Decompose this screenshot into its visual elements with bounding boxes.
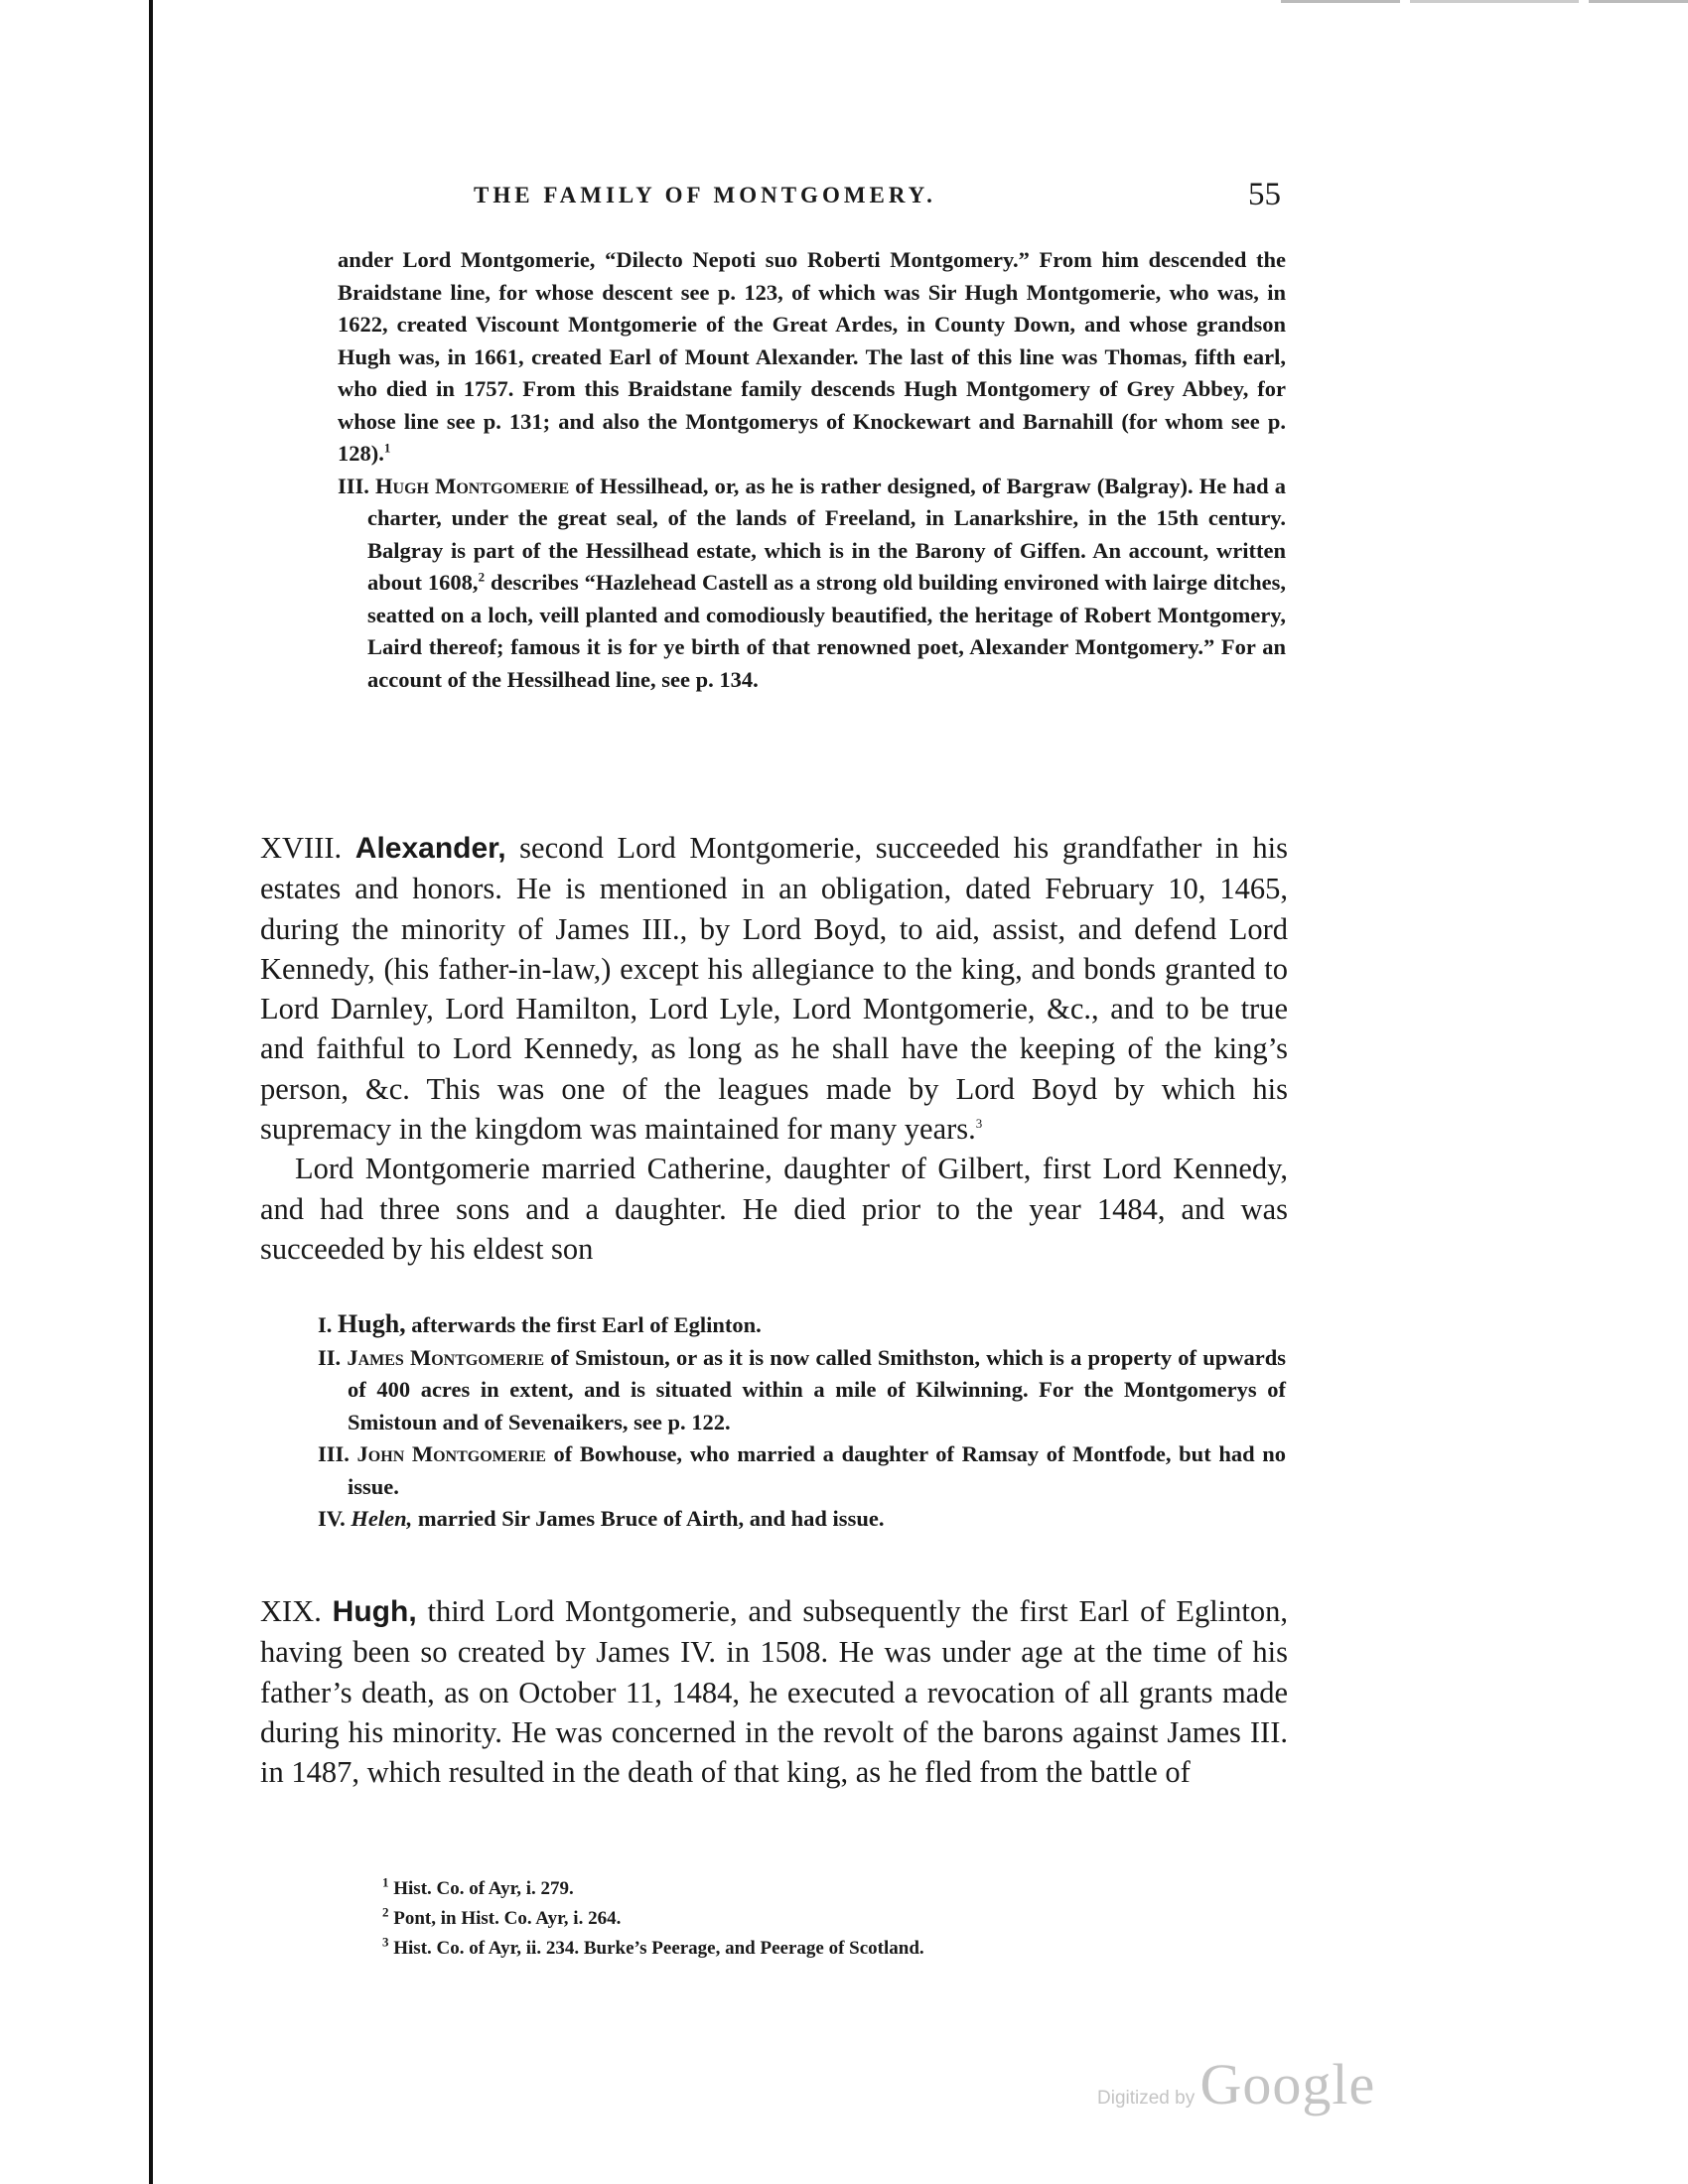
- item-text-continued: describes “Hazlehead Castell as a strong old building environed with lairge ditches, seatted on a loch, veill planted and comodiously beautified, the heritage of Robert Montgomery, Laird thereof; famous it is for ye birth of that renowned poet, Alexander Montgomery.” For an account of the Hessilhead line, see p. 134.: [367, 570, 1286, 692]
- note-paragraph: [338, 244, 1286, 471]
- footnote: [382, 1874, 1177, 1904]
- item-name: James Montgomerie: [347, 1344, 545, 1370]
- google-logo: Google: [1199, 2052, 1376, 2116]
- item-number: IV.: [318, 1506, 346, 1531]
- item-number: III.: [338, 473, 369, 498]
- note-paragraph-text: ander Lord Montgomerie, “Dilecto Nepoti suo Roberti Montgomery.” From him descended the Braidstane line, for whose descent see p. 123, of which was Sir Hugh Montgomerie, who was, in 1622, created Viscount Montgomerie of the Great Ardes, in County Down, and whose grandson Hugh was, in 1661, created Earl of Mount Alexander. The last of this line was Thomas, fifth earl, who died in 1757. From this Braidstane family descends Hugh Montgomery of Grey Abbey, for whose line see p. 131; and also the Montgomerys of Knockewart and Barnahill (for whom see p. 128).: [338, 247, 1286, 466]
- item-text: married Sir James Bruce of Airth, and had issue.: [412, 1506, 885, 1531]
- section-name: Alexander,: [354, 832, 506, 865]
- item-name: John Montgomerie: [356, 1441, 546, 1466]
- section-numeral: XVIII.: [260, 831, 343, 865]
- item-number: II.: [318, 1344, 342, 1370]
- list-item: [318, 1308, 1286, 1342]
- footnote-text: Hist. Co. of Ayr, i. 279.: [388, 1878, 574, 1899]
- page-number: 55: [1248, 177, 1281, 212]
- item-name: Hugh,: [338, 1309, 406, 1338]
- section-name: Hugh,: [332, 1595, 417, 1628]
- section-xviii-paragraph-2: Lord Montgomerie married Catherine, daughter of Gilbert, first Lord Kennedy, and had three sons and a daughter. He died prior to the year 1484, and was succeeded by his eldest son: [260, 1152, 1288, 1266]
- footnote-mark: 2: [382, 1904, 389, 1920]
- section-xix: [260, 1591, 1288, 1792]
- list-item: [318, 1342, 1286, 1439]
- footnote-ref: 2: [478, 569, 486, 585]
- children-list: [318, 1308, 1286, 1536]
- item-number: I.: [318, 1312, 333, 1337]
- footnote-ref: 3: [975, 1115, 983, 1131]
- section-xviii: [260, 828, 1288, 1269]
- item-name: Helen,: [351, 1506, 413, 1531]
- continued-note: [338, 244, 1286, 696]
- section-numeral: XIX.: [260, 1594, 322, 1628]
- footnote-mark: 3: [382, 1934, 389, 1950]
- item-text: of Bowhouse, who married a daughter of Ramsay of Montfode, but had no issue.: [348, 1441, 1286, 1499]
- footnote-text: Hist. Co. of Ayr, ii. 234. Burke’s Peerage, and Peerage of Scotland.: [388, 1938, 924, 1959]
- section-text: second Lord Montgomerie, succeeded his grandfather in his estates and honors. He is mentioned in an obligation, dated February 10, 1465, during the minority of James III., by Lord Boyd, to aid, assist, and defend Lord Kennedy, (his father-in-law,) except his allegiance to the king, and bonds granted to Lord Darnley, Lord Hamilton, Lord Lyle, Lord Montgomerie, &c., and to be true and faithful to Lord Kennedy, as long as he shall have the keeping of the king’s person, &c. This was one of the leagues made by Lord Boyd by which his supremacy in the kingdom was maintained for many years.: [260, 831, 1289, 1147]
- footnote: [382, 1934, 1177, 1964]
- running-title: THE FAMILY OF MONTGOMERY.: [474, 183, 936, 207]
- digitized-watermark: [1097, 2051, 1375, 2117]
- section-text: third Lord Montgomerie, and subsequently the first Earl of Eglinton, having been so created by James IV. in 1508. He was under age at the time of his father’s death, as on October 11, 1484, he executed a revocation of all grants made during his minority. He was concerned in the revolt of the barons against James III. in 1487, which resulted in the death of that king, as he fled from the battle of: [260, 1594, 1288, 1790]
- item-text: of Smistoun, or as it is now called Smithston, which is a property of upwards of 400 acres in extent, and is situated within a mile of Kilwinning. For the Montgomerys of Smistoun and of Sevenaikers, see p. 122.: [348, 1344, 1286, 1434]
- top-scan-rule: [1281, 0, 1688, 3]
- section-xix-paragraph: [260, 1591, 1288, 1792]
- footnote-mark: 1: [382, 1874, 389, 1890]
- footnote-text: Pont, in Hist. Co. Ayr, i. 264.: [388, 1908, 622, 1929]
- footnote: [382, 1904, 1177, 1934]
- item-name: Hugh Montgomerie: [375, 473, 570, 498]
- list-item: [318, 1503, 1286, 1536]
- book-spine-edge: [149, 0, 153, 2184]
- item-number: III.: [318, 1441, 350, 1466]
- list-item: [318, 1438, 1286, 1503]
- item-text: afterwards the first Earl of Eglinton.: [405, 1312, 762, 1337]
- watermark-prefix: Digitized by: [1097, 2088, 1200, 2109]
- footnote-ref: 1: [383, 440, 391, 456]
- page-header: [263, 177, 1281, 220]
- note-item-hugh: [338, 471, 1286, 697]
- section-xviii-paragraph: [260, 828, 1288, 1149]
- item-text: of Hessilhead, or, as he is rather designed, of Bargraw (Balgray). He had a charter, under the great seal, of the lands of Freeland, in Lanarkshire, in the 15th century. Balgray is part of the Hessilhead estate, which is in the Barony of Giffen. An account, written about 1608,: [367, 473, 1286, 595]
- footnotes: [382, 1874, 1177, 1964]
